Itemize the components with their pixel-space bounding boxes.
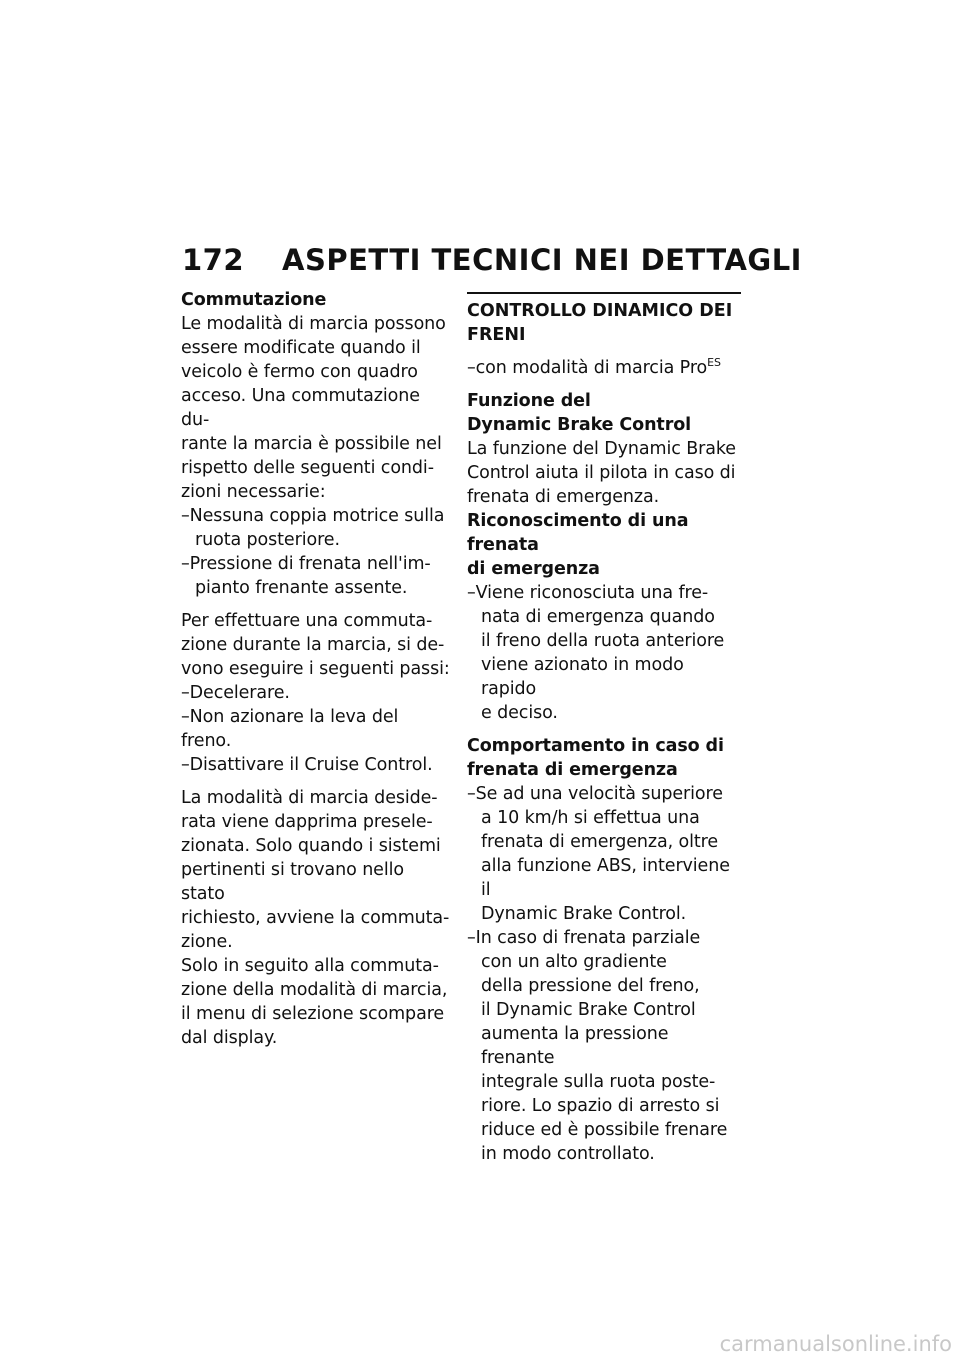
list-item: –Non azionare la leva del freno.: [181, 707, 399, 751]
riding-mode-text: –con modalità di marcia Pro: [467, 358, 708, 378]
text-line: Control aiuta il pilota in caso di: [467, 463, 736, 483]
text-line: riore. Lo spazio di arresto si: [481, 1096, 720, 1116]
heading-commutazione: Commutazione: [181, 290, 327, 310]
text-line: –Pressione di frenata nell'im-: [181, 554, 431, 574]
text-line: rata viene dapprima presele-: [181, 812, 433, 832]
text-line: aumenta la pressione frenante: [481, 1024, 669, 1068]
riding-mode-superscript: ES: [707, 356, 721, 370]
text-line: Solo in seguito alla commuta-: [181, 956, 439, 976]
list-item: –Decelerare.: [181, 683, 290, 703]
text-line: integrale sulla ruota poste-: [481, 1072, 716, 1092]
text-line: –Nessuna coppia motrice sulla: [181, 506, 445, 526]
preselection-paragraph: [181, 786, 451, 954]
text-line: il Dynamic Brake Control: [481, 1000, 696, 1020]
riding-mode-note: [467, 356, 741, 380]
text-line: frenata di emergenza, oltre: [481, 832, 719, 852]
watermark-text: carmanualsonline.info: [719, 1332, 952, 1356]
heading-behaviour: Comportamento in caso di: [467, 736, 724, 756]
function-paragraph: [467, 437, 741, 509]
section-divider: [467, 292, 741, 294]
text-line: acceso. Una commutazione du-: [181, 386, 420, 430]
text-line: frenata di emergenza.: [467, 487, 660, 507]
list-item: [467, 782, 741, 926]
text-line: a 10 km/h si effettua una: [481, 808, 700, 828]
text-line: riduce ed è possibile frenare: [481, 1120, 728, 1140]
text-line: in modo controllato.: [481, 1144, 655, 1164]
list-item: [467, 581, 741, 725]
heading-function: Dynamic Brake Control: [467, 415, 692, 435]
text-line: –Viene riconosciuta una fre-: [467, 583, 709, 603]
page-header: [182, 243, 802, 277]
text-line: zionata. Solo quando i sistemi: [181, 836, 441, 856]
text-line: nata di emergenza quando: [481, 607, 715, 627]
heading-behaviour: frenata di emergenza: [467, 760, 678, 780]
text-line: zione durante la marcia, si de-: [181, 635, 445, 655]
text-line: alla funzione ABS, interviene il: [481, 856, 730, 900]
intro-paragraph: [181, 312, 451, 504]
text-line: zione.: [181, 932, 233, 952]
text-line: il menu di selezione scompare: [181, 1004, 445, 1024]
text-line: La modalità di marcia deside-: [181, 788, 438, 808]
text-line: il freno della ruota anteriore: [481, 631, 725, 651]
text-line: rante la marcia è possibile nel: [181, 434, 442, 454]
text-line: della pressione del freno,: [481, 976, 700, 996]
text-line: pianto frenante assente.: [195, 578, 408, 598]
heading-recognition: Riconoscimento di una frenata: [467, 511, 689, 555]
text-line: Le modalità di marcia possono: [181, 314, 446, 334]
list-item: [467, 926, 741, 1166]
text-line: veicolo è fermo con quadro: [181, 362, 418, 382]
text-line: essere modificate quando il: [181, 338, 421, 358]
steps-intro-paragraph: [181, 609, 451, 681]
text-line: Per effettuare una commuta-: [181, 611, 433, 631]
heading-function: Funzione del: [467, 391, 591, 411]
steps-list: [181, 681, 451, 777]
list-item: [181, 552, 451, 600]
text-line: ruota posteriore.: [195, 530, 340, 550]
heading-recognition: di emergenza: [467, 559, 600, 579]
right-column: [467, 288, 741, 1166]
conditions-list: [181, 504, 451, 600]
text-line: –In caso di frenata parziale: [467, 928, 701, 948]
text-line: richiesto, avviene la commuta-: [181, 908, 450, 928]
text-line: zione della modalità di marcia,: [181, 980, 448, 1000]
text-line: pertinenti si trovano nello stato: [181, 860, 404, 904]
text-line: rispetto delle seguenti condi-: [181, 458, 434, 478]
section-title: [467, 299, 741, 347]
list-item: [181, 504, 451, 552]
text-line: viene azionato in modo rapido: [481, 655, 684, 699]
text-line: zioni necessarie:: [181, 482, 326, 502]
text-line: vono eseguire i seguenti passi:: [181, 659, 450, 679]
text-line: dal display.: [181, 1028, 278, 1048]
page-title: ASPETTI TECNICI NEI DETTAGLI: [282, 243, 802, 277]
text-line: e deciso.: [481, 703, 558, 723]
text-line: La funzione del Dynamic Brake: [467, 439, 736, 459]
list-item: –Disattivare il Cruise Control.: [181, 755, 433, 775]
text-line: –Se ad una velocità superiore: [467, 784, 723, 804]
menu-paragraph: [181, 954, 451, 1050]
section-title-line: FRENI: [467, 325, 526, 345]
text-line: con un alto gradiente: [481, 952, 667, 972]
section-title-line: CONTROLLO DINAMICO DEI: [467, 301, 733, 321]
page-number: 172: [182, 243, 245, 277]
left-column: [181, 288, 451, 1050]
text-line: Dynamic Brake Control.: [481, 904, 687, 924]
